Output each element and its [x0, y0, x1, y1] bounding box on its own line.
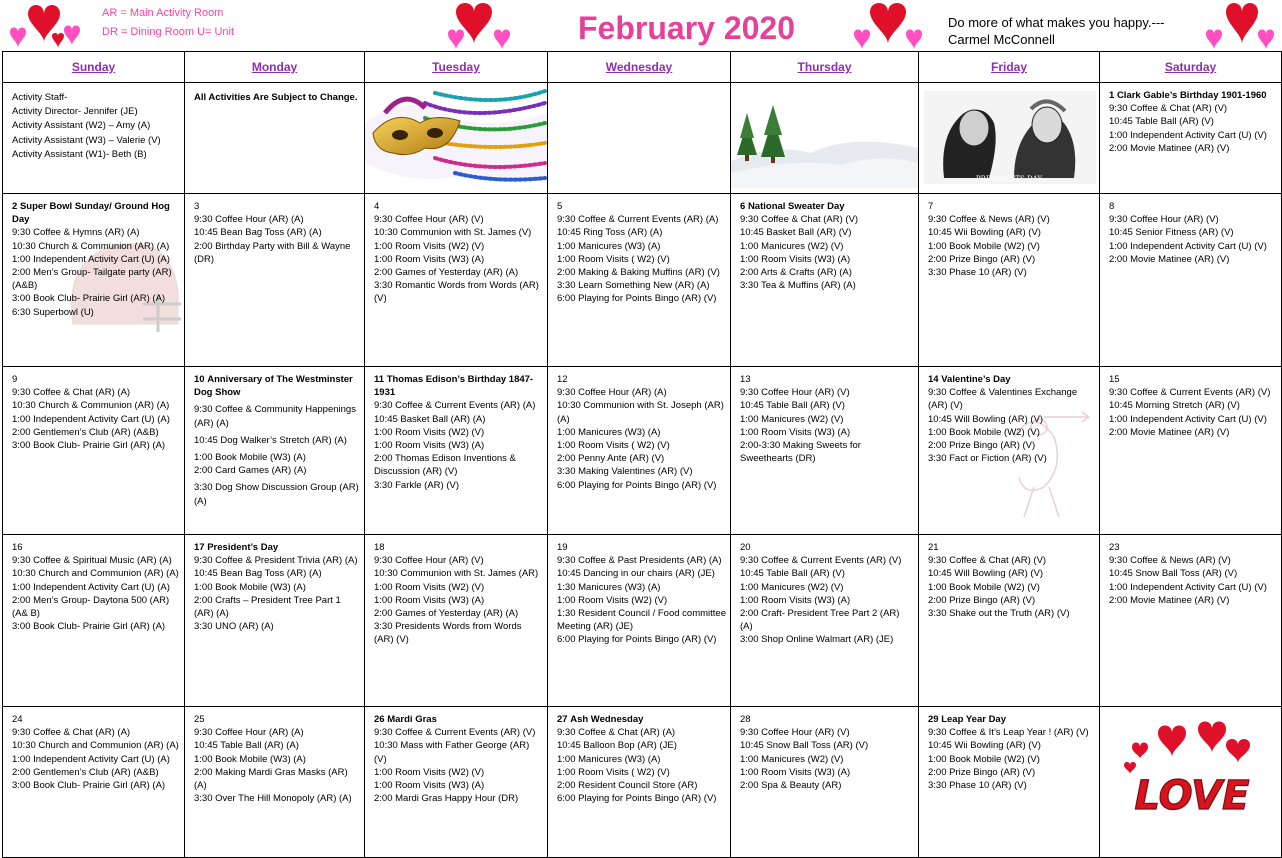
- day-header: [374, 541, 543, 554]
- day-number: 29: [928, 714, 939, 725]
- quote-author: Carmel McConnell: [948, 32, 1055, 47]
- staff-cell: [3, 83, 185, 194]
- hearts-decoration-right: [842, 0, 942, 52]
- notice-text: All Activities Are Subject to Change.: [194, 92, 358, 103]
- event: 10:30 Mass with Father George (AR) (V): [374, 740, 530, 765]
- event: 3:30 Fact or Fiction (AR) (V): [928, 453, 1047, 465]
- event: 3:30 Over The Hill Monopoly (AR) (A): [194, 793, 352, 805]
- weekday-tuesday: Tuesday: [365, 52, 548, 83]
- day-cell: [3, 535, 185, 707]
- event: 9:30 Coffee & Current Events (AR) (V): [740, 555, 902, 567]
- event: 9:30 Coffee & Current Events (AR) (A): [557, 214, 719, 226]
- day-number: 2: [12, 201, 18, 212]
- day-number: 28: [740, 714, 751, 725]
- event: 9:30 Coffee Hour (AR) (V): [1109, 214, 1219, 226]
- day-cell: [365, 367, 548, 535]
- event: 1:00 Book Mobile (W3) (A): [194, 452, 306, 464]
- love-hearts-image: [1100, 707, 1281, 852]
- presidents-image-cell: [919, 83, 1100, 194]
- event: 9:30 Coffee & It’s Leap Year ! (AR) (V): [928, 727, 1089, 739]
- event: 10:45 Basket Ball (AR) (A): [374, 413, 486, 425]
- event: 1:00 Independent Activity Cart (U) (A): [12, 413, 170, 425]
- day-header: [740, 373, 914, 386]
- day-cell: [185, 194, 365, 367]
- day-cell: [919, 707, 1100, 858]
- event: 6:00 Playing for Points Bingo (AR) (V): [557, 634, 717, 646]
- page-title: February 2020: [578, 10, 796, 46]
- day-cell: [3, 707, 185, 858]
- event: 1:00 Book Mobile (W3) (A): [194, 753, 306, 765]
- event: 10:30 Church and Communion (AR) (A): [12, 568, 179, 580]
- event: 2:00 Movie Matinee (AR) (V): [1109, 426, 1230, 438]
- day-header: [1109, 200, 1277, 213]
- event: 2:00 Men’s Group- Daytona 500 (AR) (A& B): [12, 594, 170, 620]
- event: 2:00 Craft- President Tree Part 2 (AR) (A): [740, 608, 900, 633]
- day-number: 12: [557, 374, 568, 385]
- day-cell: [185, 367, 365, 535]
- event: 2:00 Penny Ante (AR) (V): [557, 453, 665, 465]
- event: 1:00 Room Visits (W3) (A): [374, 780, 485, 792]
- day-header: [740, 713, 914, 726]
- event: 2:00 Prize Bingo (AR) (V): [928, 766, 1036, 778]
- day-number: 20: [740, 542, 751, 553]
- event: 1:00 Independent Activity Cart (U) (A): [12, 253, 170, 265]
- staff-line: Activity Staff-: [12, 92, 68, 103]
- event: 9:30 Coffee & Chat (AR) (A): [12, 387, 131, 399]
- event: 3:00 Book Club- Prairie Girl (AR) (A): [12, 780, 166, 792]
- winter-trees-image-cell: [731, 83, 919, 194]
- event: 6:00 Playing for Points Bingo (AR) (V): [557, 293, 717, 305]
- event: 9:30 Coffee Hour (AR) (V): [740, 727, 850, 739]
- day-number: 21: [928, 542, 939, 553]
- legend: [102, 4, 234, 42]
- event: 1:00 Book Mobile (W2) (V): [928, 581, 1040, 593]
- hearts-decoration-far-right: [1196, 0, 1282, 52]
- quote: [948, 14, 1165, 48]
- week-row: [3, 707, 1282, 858]
- day-cell: [919, 367, 1100, 535]
- calendar-grid: [2, 51, 1282, 858]
- event: 1:00 Independent Activity Cart (U) (V): [1109, 413, 1267, 425]
- event: 10:45 Dog Walker’s Stretch (AR) (A): [194, 434, 347, 446]
- event: 10:45 Snow Ball Toss (AR) (V): [1109, 568, 1238, 580]
- event: 1:00 Room Visits (W3) (A): [740, 766, 851, 778]
- weekday-monday: Monday: [185, 52, 365, 83]
- event: 10:30 Church and Communion (AR) (A): [12, 740, 179, 752]
- day-header: [740, 541, 914, 554]
- event: 3:30 Shake out the Truth (AR) (V): [928, 608, 1070, 620]
- event: 2:00 Gentlemen’s Club (AR) (A&B): [12, 766, 159, 778]
- day-title: Super Bowl Sunday/ Ground Hog Day: [12, 201, 170, 226]
- event: 10:30 Church & Communion (AR) (A): [12, 240, 170, 252]
- hearts-decoration-center: [428, 0, 528, 52]
- day-cell: [1100, 535, 1282, 707]
- event: 2:00 Prize Bingo (AR) (V): [928, 594, 1036, 606]
- winter-trees-image: [731, 83, 918, 188]
- event: 3:00 Book Club- Prairie Girl (AR) (A): [12, 621, 166, 633]
- day-number: 18: [374, 542, 385, 553]
- day-title: Thomas Edison’s Birthday 1847-1931: [374, 374, 534, 399]
- event: 9:30 Coffee & Chat (AR) (A): [12, 727, 131, 739]
- presidents-caption: PRESIDENTS DAY: [975, 175, 1043, 183]
- event: 10:45 Wii Bowling (AR) (V): [928, 740, 1041, 752]
- day-number: 13: [740, 374, 751, 385]
- mardi-gras-image-cell: [365, 83, 548, 194]
- week-row: [3, 367, 1282, 535]
- event: 1:00 Independent Activity Cart (U) (V): [1109, 581, 1267, 593]
- day-header: [12, 373, 180, 386]
- day-cell: [548, 367, 731, 535]
- event: 3:00 Shop Online Walmart (AR) (JE): [740, 634, 894, 646]
- event: 1:00 Book Mobile (W2) (V): [928, 240, 1040, 252]
- event: 2:00 Making Mardi Gras Masks (AR) (A): [194, 766, 348, 792]
- day-cell: [3, 194, 185, 367]
- event: 1:00 Room Visits (W3) (A): [374, 594, 485, 606]
- day-title: Clark Gable’s Birthday 1901-1960: [1116, 90, 1267, 101]
- event: 2:00 Men’s Group- Tailgate party (AR) (A&B): [12, 267, 172, 292]
- event: 2:00 Spa & Beauty (AR): [740, 780, 842, 792]
- day-number: 16: [12, 542, 23, 553]
- event: 10:45 Dancing in our chairs (AR) (JE): [557, 568, 715, 580]
- day-cell: [919, 194, 1100, 367]
- weekday-sunday: Sunday: [3, 52, 185, 83]
- event: 10:45 Bean Bag Toss (AR) (A): [194, 227, 322, 239]
- event: 3:30 UNO (AR) (A): [194, 621, 274, 633]
- day-number: 3: [194, 201, 200, 212]
- event: 1:00 Book Mobile (W3) (A): [194, 581, 306, 593]
- event: 9:30 Coffee & Past Presidents (AR) (A): [557, 555, 722, 567]
- event: 2:00 Crafts – President Tree Part 1 (AR) (A): [194, 594, 341, 620]
- weekday-saturday: Saturday: [1100, 52, 1282, 83]
- day-cell: [548, 707, 731, 858]
- day-header: [557, 713, 726, 726]
- day-number: 17: [194, 542, 205, 553]
- day-cell: [731, 367, 919, 535]
- event: 1:00 Room Visits (W2) (V): [374, 426, 485, 438]
- event: 3:30 Tea & Muffins (AR) (A): [740, 280, 856, 292]
- love-image-cell: [1100, 707, 1282, 858]
- weekday-thursday: Thursday: [731, 52, 919, 83]
- event: 10:45 Morning Stretch (AR) (V): [1109, 400, 1240, 412]
- day-header: [557, 200, 726, 213]
- event: 2:00 Birthday Party with Bill & Wayne (DR): [194, 240, 351, 265]
- event: 10:45 Table Ball (AR) (V): [1109, 116, 1214, 128]
- event: 10:45 Will Bowling (AR) (V): [928, 568, 1044, 580]
- staff-line: Activity Assistant (W3) – Valerie (V): [12, 134, 161, 146]
- day-header: [374, 200, 543, 213]
- day-cell: [731, 194, 919, 367]
- event: 3:30 Learn Something New (AR) (A): [557, 280, 710, 292]
- event: 3:30 Phase 10 (AR) (V): [928, 267, 1027, 279]
- day-title: Ash Wednesday: [570, 714, 644, 725]
- event: 1:00 Manicures (W2) (V): [740, 240, 844, 252]
- event: 10:30 Communion with St. Joseph (AR) (A): [557, 400, 724, 425]
- event: 1:00 Book Mobile (W2) (V): [928, 753, 1040, 765]
- event: 9:30 Coffee & Community Happenings (AR) (A): [194, 404, 356, 429]
- event: 1:00 Independent Activity Cart (U) (V): [1109, 240, 1267, 252]
- event: 10:45 Will Bowling (AR) (V): [928, 413, 1044, 425]
- day-number: 4: [374, 201, 380, 212]
- day-header: [557, 541, 726, 554]
- event: 3:30 Romantic Words from Words (AR) (V): [374, 280, 539, 305]
- event: 1:00 Room Visits (W3) (A): [740, 594, 851, 606]
- legend-line-1: AR = Main Activity Room: [102, 7, 224, 19]
- day-number: 7: [928, 201, 934, 212]
- day-number: 24: [12, 714, 23, 725]
- event: 1:30 Manicures (W3) (A): [557, 581, 661, 593]
- event: 2:00-3:30 Making Sweets for Sweethearts (DR): [740, 440, 861, 465]
- event: 1:00 Room Visits (W2) (V): [374, 766, 485, 778]
- event: 3:30 Presidents Words from Words (AR) (V): [374, 621, 522, 646]
- day-header: [194, 200, 360, 213]
- quote-text: Do more of what makes you happy.---: [948, 15, 1165, 30]
- day-cell: [365, 535, 548, 707]
- event: 1:00 Room Visits (W3) (A): [374, 253, 485, 265]
- event: 9:30 Coffee & Spiritual Music (AR) (A): [12, 555, 172, 567]
- event: 9:30 Coffee & Chat (AR) (V): [1109, 103, 1228, 115]
- event: 2:00 Games of Yesterday (AR) (A): [374, 608, 519, 620]
- event: 1:00 Room Visits (W2) (V): [557, 594, 668, 606]
- event: 3:30 Farkle (AR) (V): [374, 479, 459, 491]
- event: 9:30 Coffee & Chat (AR) (V): [740, 214, 859, 226]
- event: 1:00 Manicures (W2) (V): [740, 413, 844, 425]
- event: 2:00 Thomas Edison Inventions & Discussion (AR) (V): [374, 453, 516, 478]
- day-number: 26: [374, 714, 385, 725]
- event: 9:30 Coffee & News (AR) (V): [1109, 555, 1231, 567]
- day-number: 23: [1109, 542, 1120, 553]
- event: 1:30 Resident Council / Food committee Meeting (AR) (JE): [557, 608, 726, 633]
- day-title: Anniversary of The Westminster Dog Show: [194, 374, 353, 399]
- day-header: [194, 541, 360, 554]
- day-number: 6: [740, 201, 746, 212]
- event: 10:45 Ring Toss (AR) (A): [557, 227, 663, 239]
- day-cell: [731, 707, 919, 858]
- day-cell: [185, 707, 365, 858]
- event: 9:30 Coffee Hour (AR) (A): [557, 387, 667, 399]
- event: 1:00 Room Visits (W3) (A): [374, 440, 485, 452]
- event: 2:00 Movie Matinee (AR) (V): [1109, 594, 1230, 606]
- event: 10:45 Balloon Bop (AR) (JE): [557, 740, 677, 752]
- day-title: Valentine’s Day: [941, 374, 1011, 385]
- day-cell: [919, 535, 1100, 707]
- day-cell: [185, 535, 365, 707]
- event: 10:30 Church & Communion (AR) (A): [12, 400, 170, 412]
- love-text: LOVE: [1134, 773, 1250, 819]
- legend-line-2: DR = Dining Room U= Unit: [102, 26, 235, 38]
- hearts-decoration-left: [0, 0, 100, 52]
- day-header: [1109, 373, 1277, 386]
- day-number: 5: [557, 201, 563, 212]
- event: 9:30 Coffee & Current Events (AR) (V): [1109, 387, 1271, 399]
- event: 9:30 Coffee Hour (AR) (V): [374, 214, 484, 226]
- day-number: 25: [194, 714, 205, 725]
- day-header: [12, 200, 180, 226]
- event: 2:00 Making & Baking Muffins (AR) (V): [557, 267, 720, 279]
- day-number: 19: [557, 542, 568, 553]
- day-title: Leap Year Day: [941, 714, 1007, 725]
- day-header: [928, 541, 1095, 554]
- day-header: [374, 713, 543, 726]
- event: 10:45 Wii Bowling (AR) (V): [928, 227, 1041, 239]
- day-cell: [731, 535, 919, 707]
- event: 1:00 Room Visits ( W2) (V): [557, 440, 670, 452]
- day-number: 14: [928, 374, 939, 385]
- event: 9:30 Coffee Hour (AR) (V): [740, 387, 850, 399]
- notice-cell: [185, 83, 365, 194]
- event: 2:00 Arts & Crafts (AR) (A): [740, 267, 852, 279]
- event: 1:00 Manicures (W2) (V): [740, 581, 844, 593]
- event: 6:30 Superbowl (U): [12, 306, 94, 318]
- day-header: [12, 541, 180, 554]
- weekday-friday: Friday: [919, 52, 1100, 83]
- event: 6:00 Playing for Points Bingo (AR) (V): [557, 793, 717, 805]
- event: 1:00 Independent Activity Cart (U) (V): [1109, 129, 1267, 141]
- day-cell: [1100, 83, 1282, 194]
- staff-line: Activity Assistant (W1)- Beth (B): [12, 148, 147, 160]
- day-header: [557, 373, 726, 386]
- event: 1:00 Manicures (W3) (A): [557, 426, 661, 438]
- staff-line: Activity Assistant (W2) – Amy (A): [12, 120, 151, 132]
- event: 9:30 Coffee Hour (AR) (A): [194, 727, 304, 739]
- event: 1:00 Independent Activity Cart (U) (A): [12, 753, 170, 765]
- day-header: [12, 713, 180, 726]
- event: 2:00 Mardi Gras Happy Hour (DR): [374, 793, 519, 805]
- day-header: [928, 713, 1095, 726]
- day-title: Mardi Gras: [387, 714, 437, 725]
- day-number: 10: [194, 374, 205, 385]
- day-number: 9: [12, 374, 18, 385]
- event: 3:00 Book Club- Prairie Girl (AR) (A): [12, 440, 166, 452]
- event: 1:00 Room Visits (W3) (A): [740, 426, 851, 438]
- day-number: 8: [1109, 201, 1115, 212]
- event: 10:45 Table Ball (AR) (V): [740, 400, 845, 412]
- event: 1:00 Room Visits (W3) (A): [740, 253, 851, 265]
- day-header: [1109, 89, 1277, 102]
- weekday-wednesday: Wednesday: [548, 52, 731, 83]
- event: 3:00 Book Club- Prairie Girl (AR) (A): [12, 293, 166, 305]
- event: 2:00 Prize Bingo (AR) (V): [928, 440, 1036, 452]
- event: 1:00 Manicures (W2) (V): [740, 753, 844, 765]
- event: 10:30 Communion with St. James (AR): [374, 568, 539, 580]
- event: 9:30 Coffee & Current Events (AR) (A): [374, 400, 536, 412]
- event: 9:30 Coffee & Hymns (AR) (A): [12, 227, 140, 239]
- event: 10:45 Table Ball (AR) (V): [740, 568, 845, 580]
- staff-line: Activity Director- Jennifer (JE): [12, 106, 138, 118]
- day-header: [740, 200, 914, 213]
- event: 9:30 Coffee & Chat (AR) (A): [557, 727, 676, 739]
- day-title: National Sweater Day: [747, 201, 845, 212]
- event: 10:45 Table Ball (AR) (A): [194, 740, 299, 752]
- presidents-day-image: [919, 83, 1099, 188]
- event: 9:30 Coffee Hour (AR) (V): [374, 555, 484, 567]
- day-number: 1: [1109, 90, 1115, 101]
- day-header: [928, 373, 1095, 386]
- day-cell: [365, 707, 548, 858]
- event: 10:45 Snow Ball Toss (AR) (V): [740, 740, 869, 752]
- event: 1:00 Room Visits ( W2) (V): [557, 253, 670, 265]
- event: 1:00 Manicures (W3) (A): [557, 753, 661, 765]
- event: 9:30 Coffee & News (AR) (V): [928, 214, 1050, 226]
- event: 9:30 Coffee & Current Events (AR) (V): [374, 727, 536, 739]
- event: 10:45 Bean Bag Toss (AR) (A): [194, 568, 322, 580]
- event: 9:30 Coffee Hour (AR) (A): [194, 214, 304, 226]
- day-number: 15: [1109, 374, 1120, 385]
- week-row: [3, 194, 1282, 367]
- event: 2:00 Gentlemen’s Club (AR) (A&B): [12, 426, 159, 438]
- event: 2:00 Movie Matinee (AR) (V): [1109, 253, 1230, 265]
- event: 1:00 Room Visits (W2) (V): [374, 240, 485, 252]
- day-cell: [3, 367, 185, 535]
- event: 1:00 Manicures (W3) (A): [557, 240, 661, 252]
- day-header: [928, 200, 1095, 213]
- day-header: [374, 373, 543, 399]
- event: 2:00 Prize Bingo (AR) (V): [928, 253, 1036, 265]
- day-number: 27: [557, 714, 568, 725]
- day-number: 11: [374, 374, 385, 385]
- week-row: [3, 535, 1282, 707]
- event: 10:45 Senior Fitness (AR) (V): [1109, 227, 1234, 239]
- event: 1:00 Room Visits ( W2) (V): [557, 766, 670, 778]
- event: 3:30 Phase 10 (AR) (V): [928, 780, 1027, 792]
- event: 9:30 Coffee & Chat (AR) (V): [928, 555, 1047, 567]
- day-header: [194, 373, 360, 399]
- event: 10:30 Communion with St. James (V): [374, 227, 532, 239]
- event: 10:45 Basket Ball (AR) (V): [740, 227, 852, 239]
- day-header: [194, 713, 360, 726]
- event: 9:30 Coffee & President Trivia (AR) (A): [194, 555, 358, 567]
- event: 9:30 Coffee & Valentines Exchange (AR) (V): [928, 387, 1078, 412]
- day-cell: [1100, 194, 1282, 367]
- event: 1:00 Book Mobile (W2) (V): [928, 426, 1040, 438]
- day-cell: [1100, 367, 1282, 535]
- day-cell: [548, 194, 731, 367]
- event: 2:00 Movie Matinee (AR) (V): [1109, 142, 1230, 154]
- day-cell: [365, 194, 548, 367]
- event: 2:00 Games of Yesterday (AR) (A): [374, 267, 519, 279]
- day-cell: [548, 535, 731, 707]
- event: 6:00 Playing for Points Bingo (AR) (V): [557, 479, 717, 491]
- week-row: [3, 83, 1282, 194]
- weekday-header-row: [3, 52, 1282, 83]
- empty-cell: [548, 83, 731, 194]
- event: 3:30 Making Valentines (AR) (V): [557, 466, 693, 478]
- day-header: [1109, 541, 1277, 554]
- event: 1:00 Room Visits (W2) (V): [374, 581, 485, 593]
- event: 2:00 Card Games (AR) (A): [194, 465, 307, 477]
- mardi-gras-mask-image: [365, 83, 547, 188]
- event: 3:30 Dog Show Discussion Group (AR) (A): [194, 482, 359, 507]
- day-title: President’s Day: [207, 542, 279, 553]
- event: 1:00 Independent Activity Cart (U) (A): [12, 581, 170, 593]
- event: 2:00 Resident Council Store (AR): [557, 780, 698, 792]
- calendar-header: [0, 0, 1282, 52]
